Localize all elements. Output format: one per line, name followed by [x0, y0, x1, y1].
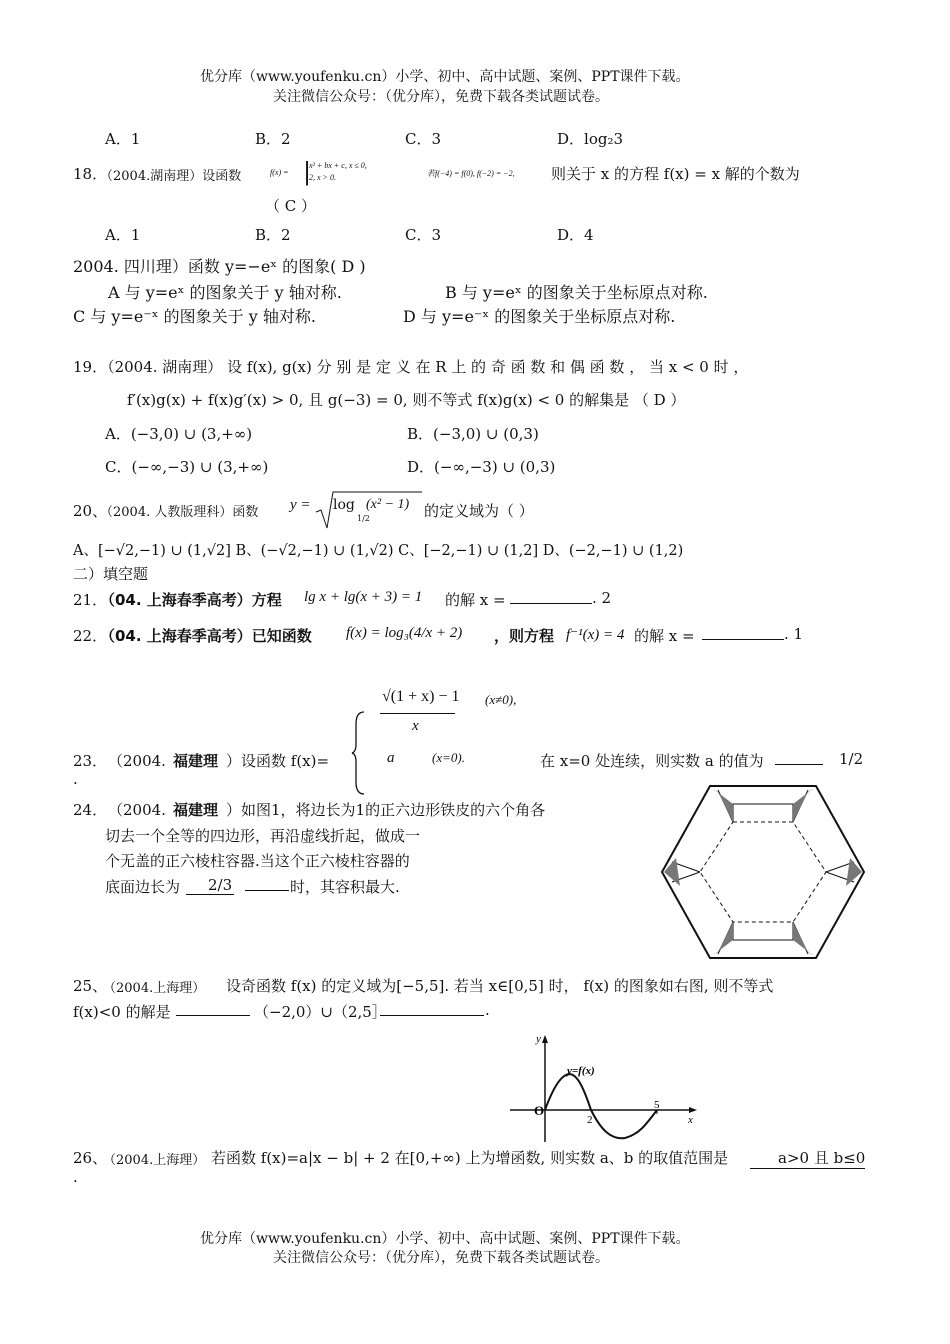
q18-option-b: B．2 — [255, 226, 291, 244]
sichuan-option-c: C 与 y=e⁻ˣ 的图象关于 y 轴对称. — [73, 307, 316, 326]
q21-equation: lg x + lg(x + 3) = 1 — [304, 589, 423, 605]
q19-line-2: f′(x)g(x) + f(x)g′(x) > 0, 且 g(−3) = 0, 则不等式 f(x)g(x) < 0 的解集是 （ D ） — [127, 391, 686, 409]
q23-numerator: √(1 + x) − 1 — [382, 688, 460, 705]
q23-source-bold: 福建理 — [173, 752, 219, 770]
q25-number: 25、 — [73, 977, 108, 995]
q20-y: y = — [290, 497, 311, 513]
q18-answer: （ C ） — [265, 197, 317, 215]
q17-option-a: A．1 — [105, 130, 141, 148]
q20-argument: (x² − 1) — [366, 497, 410, 512]
q25-period: . — [485, 1001, 490, 1019]
q20-stem-tail: 的定义域为（ ） — [424, 502, 534, 520]
q25-source: （2004.上海理） — [103, 981, 206, 996]
q23-brace — [350, 710, 370, 796]
q23-answer-blank — [775, 750, 823, 765]
q18-piece1: x² + bx + c, x ≤ 0, — [309, 161, 367, 170]
q19-option-d: D．(−∞,−3) ∪ (0,3) — [407, 458, 556, 476]
q25-line-2a: f(x)<0 的解是 — [73, 1003, 171, 1021]
graph-function-label: y=f(x) — [567, 1065, 595, 1077]
q26-trailing-dot: . — [73, 1168, 78, 1186]
hexagon-figure — [658, 782, 868, 964]
graph-tick-5: 5 — [654, 1099, 660, 1111]
q22-number: 22． — [73, 627, 108, 645]
q20-number: 20、 — [73, 502, 108, 520]
q18-stem-tail: 则关于 x 的方程 f(x) = x 解的个数为 — [551, 165, 800, 183]
q24-number: 24． — [73, 801, 108, 819]
q17-option-b: B．2 — [255, 130, 291, 148]
q20-log: log — [333, 497, 355, 513]
q18-number: 18． — [73, 165, 108, 183]
graph-y-label: y — [536, 1033, 541, 1045]
q22-mid: ，则方程 — [494, 627, 555, 645]
q18-option-a: A．1 — [105, 226, 141, 244]
q24-source: （2004. — [108, 801, 166, 819]
q22-answer-blank — [702, 625, 784, 640]
sichuan-option-b: B 与 y=eˣ 的图象关于坐标原点对称. — [445, 283, 708, 302]
q18-condition: 若f(−4) = f(0), f(−2) = −2, — [427, 169, 515, 178]
q23-trailing-dot: . — [73, 770, 78, 788]
q26-source: （2004.上海理） — [103, 1153, 206, 1168]
q24-line-4b: 时，其容积最大. — [290, 878, 400, 896]
q17-option-c: C．3 — [405, 130, 442, 148]
header-line-2: 关注微信公众号：（优分库），免费下载各类试题试卷。 — [273, 89, 609, 105]
q23-condition-2: (x=0). — [432, 750, 465, 765]
q25-line-1: 设奇函数 f(x) 的定义域为[−5,5]. 若当 x∈[0,5] 时， f(x) 的图象如右图, 则不等式 — [226, 977, 774, 995]
q23-answer: 1/2 — [839, 750, 864, 768]
graph-origin-label: O — [534, 1103, 545, 1118]
q22-equation: f(x) = log₃(4/x + 2) — [346, 625, 463, 641]
q25-answer-blank-1 — [176, 1001, 250, 1016]
q18-option-d: D．4 — [557, 226, 594, 244]
q26-number: 26、 — [73, 1149, 108, 1167]
q26-stem: 若函数 f(x)=a|x − b| + 2 在[0,+∞) 上为增函数, 则实数 a、b 的取值范围是 — [211, 1149, 729, 1167]
sichuan-option-d: D 与 y=e⁻ˣ 的图象关于坐标原点对称. — [403, 307, 676, 326]
q19-option-a: A．(−3,0) ∪ (3,+∞) — [105, 425, 253, 443]
footer-line-2: 关注微信公众号：（优分库），免费下载各类试题试卷。 — [273, 1250, 609, 1266]
q23-piece-2: a — [387, 750, 395, 766]
q23-fraction-bar — [380, 713, 455, 714]
q25-answer: （−2,0）∪（2,5］ — [254, 1003, 387, 1021]
q22-answer: . 1 — [784, 625, 804, 643]
q24-line-1: ）如图1，将边长为1的正六边形铁皮的六个角各 — [226, 801, 546, 819]
footer-line-1: 优分库（www.youfenku.cn）小学、初中、高中试题、案例、PPT课件下载。 — [200, 1231, 690, 1247]
q20-base: 1/2 — [357, 514, 370, 523]
q23-stem: ）设函数 f(x)= — [226, 752, 330, 770]
q17-option-d: D．log₂3 — [557, 130, 624, 148]
q18-option-c: C．3 — [405, 226, 442, 244]
q23-source: （2004. — [108, 752, 166, 770]
q23-denominator: x — [412, 718, 419, 734]
q21-stem-tail: 的解 x = — [445, 591, 506, 609]
q21-source: （04. 上海春季高考）方程 — [100, 591, 282, 609]
q19-option-c: C．(−∞,−3) ∪ (3,+∞) — [105, 458, 269, 476]
q24-line-3: 个无盖的正六棱柱容器.当这个正六棱柱容器的 — [105, 852, 410, 870]
q21-answer: . 2 — [592, 589, 612, 607]
q19-option-b: B．(−3,0) ∪ (0,3) — [407, 425, 539, 443]
q24-source-bold: 福建理 — [173, 801, 219, 819]
sichuan-stem: 2004. 四川理）函数 y=−eˣ 的图象( D ) — [73, 257, 366, 276]
q25-graph — [505, 1030, 705, 1145]
q23-number: 23． — [73, 752, 108, 770]
section-title: 二）填空题 — [73, 565, 149, 583]
q22-equation-2: f⁻¹(x) = 4 — [566, 627, 625, 643]
q20-source: （2004. 人教版理科）函数 — [100, 505, 259, 520]
q23-condition-1: (x≠0), — [485, 692, 517, 707]
q21-number: 21． — [73, 591, 108, 609]
q18-brace: | — [303, 158, 312, 186]
q20-options: A、[−√2,−1) ∪ (1,√2] B、(−√2,−1) ∪ (1,√2) C、[−2,−1) ∪ (1,2] D、(−2,−1) ∪ (1,2) — [73, 543, 684, 559]
q18-fx: f(x) = — [270, 168, 289, 177]
q18-source: （2004.湖南理）设函数 — [100, 169, 242, 184]
q24-answer-blank — [245, 876, 289, 891]
q24-answer: 2/3 — [186, 876, 234, 895]
q24-line-4a: 底面边长为 — [105, 878, 181, 896]
q25-answer-blank-2 — [380, 1001, 484, 1016]
q18-piece2: 2, x > 0. — [309, 173, 336, 182]
graph-tick-2: 2 — [587, 1114, 593, 1126]
sichuan-option-a: A 与 y=eˣ 的图象关于 y 轴对称. — [108, 283, 342, 302]
q19-line-1: 19．（2004. 湖南理） 设 f(x), g(x) 分 别 是 定 义 在 R 上 的 奇 函 数 和 偶 函 数 ， 当 x < 0 时 ， — [73, 358, 749, 376]
q26-answer: a>0 且 b≤0 — [750, 1147, 865, 1169]
q22-source: （04. 上海春季高考）已知函数 — [100, 627, 312, 645]
q23-stem-tail: 在 x=0 处连续，则实数 a 的值为 — [540, 752, 764, 770]
header-line-1: 优分库（www.youfenku.cn）小学、初中、高中试题、案例、PPT课件下载。 — [200, 69, 690, 85]
q21-answer-blank — [510, 589, 592, 604]
q24-line-2: 切去一个全等的四边形，再沿虚线折起，做成一 — [105, 827, 421, 845]
graph-x-label: x — [688, 1114, 693, 1126]
function-curve — [545, 1074, 657, 1138]
q22-stem-tail: 的解 x = — [634, 627, 695, 645]
